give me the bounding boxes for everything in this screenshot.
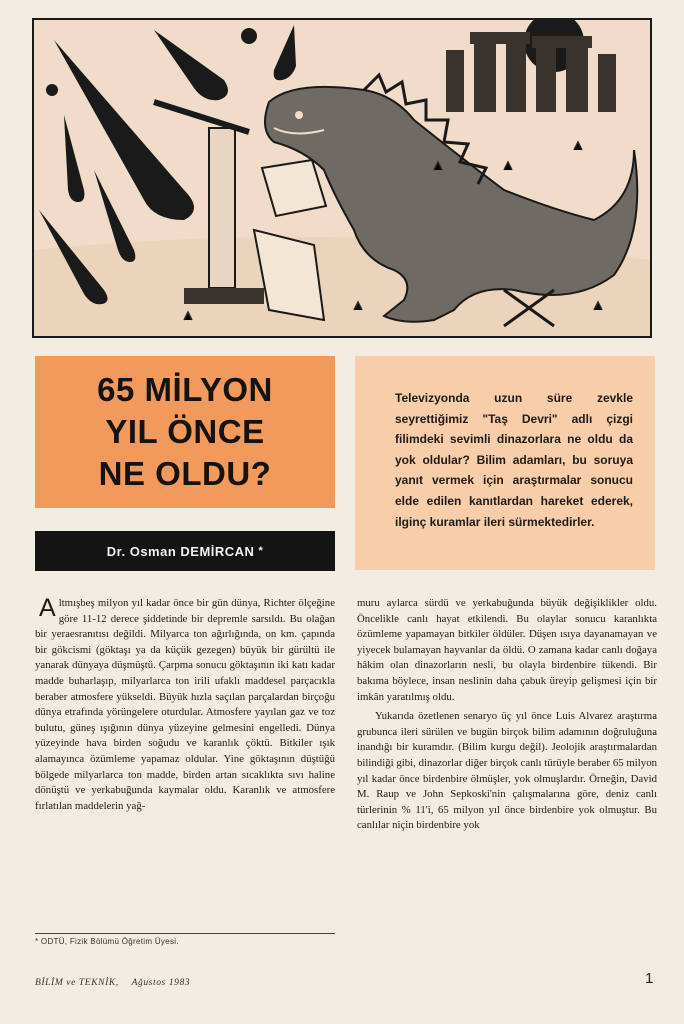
- intro-text: Televizyonda uzun süre zevkle seyrettiğimiz "Taş Devri" adlı çizgi filimdeki sevimli dinazorlara ne oldu da yok oldular? Bilim adamları, bu soruya yanıt vermek için araştırmalar sonucu elde edilen kanıtlardan hareket ederek, ilginç kuramlar ileri sürmektedirler.: [395, 391, 633, 529]
- author-footnote-mark: *: [258, 545, 264, 557]
- right-column-paragraph-2: Yukarıda özetlenen senaryo üç yıl önce Luis Alvarez araştırma grubunca ileri sürülen ve bugün birçok bilim adamının doğruluğuna inandığı bir kuramdır. (Bilim kurgu değil). Jeolojik araştırmalardan bilindiği gibi, dinazorlar diğer birçok canlı türüyle beraber 65 milyon yıl kadar önce birdenbire ölmüşler, yok olmuşlardır. Örneğin, David M. Raup ve John Sepkoski'nin çalışmalarına göre, deniz canlı türlerinin % 11'i, 65 milyon yıl önce birdenbire yok olmuştur. Bu canlılar niçin birdenbire yok: [357, 710, 657, 832]
- intro-box: [355, 356, 655, 570]
- left-column: [35, 596, 335, 814]
- footnote: * ODTÜ, Fizik Bölümü Öğretim Üyesi.: [35, 933, 335, 946]
- left-column-paragraph: [35, 596, 335, 814]
- article-title-box: [35, 356, 335, 508]
- page-number: 1: [645, 970, 654, 987]
- article-title-line-1: 65 MİLYON: [97, 371, 273, 408]
- drop-cap: A: [39, 594, 56, 622]
- right-column: [357, 596, 657, 834]
- publication-name: BİLİM ve TEKNİK,: [35, 978, 119, 988]
- right-column-paragraph-1: muru aylarca sürdü ve yerkabuğunda büyük değişiklikler oldu. Öncelikle canlı hayat etkilendi. Bu olaylar sonucu karanlıkta özümleme yapamayan bitkiler öldüler. Düşen ısıya dayanamayan ve yiyecek bulamayan hayvanlar da öldü. O zamana kadar canlı doğaya hâkim olan dinazorların nesli, bu olayla birdenbire tükendi. Bir bakıma böylece, insan neslinin daha çabuk üreyip gelişmesi için bir imkân yaratılmış oldu.: [357, 597, 657, 703]
- article-title-line-2: YIL ÖNCE: [105, 413, 265, 450]
- publication-date: Ağustos 1983: [131, 978, 191, 988]
- author-bar: [35, 531, 335, 571]
- dinosaur-meteor-illustration: [32, 18, 652, 338]
- author-name: Dr. Osman DEMİRCAN: [106, 543, 255, 559]
- publication-footer: [35, 978, 200, 988]
- illustration-drawing: [34, 20, 650, 336]
- left-column-text: ltmışbeş milyon yıl kadar önce bir gün dünya, Richter ölçeğine göre 11-12 derece şiddetinde bir depremle sarsıldı. Bu olağan bir yeraesranıtısı değildi. Milyarca ton ağırlığında, on km. çapında bir gökcismi (göktaşı ya da küçük gezegen) büyük bir gürültü ile yanarak dünyaya düşmüştü. Çarpma sonucu göktaşının iki katı kadar madde buharlaşıp, milyarlarca ton irili ufaklı maddesel parçacıkla beraber atmosfere yükseldi. Büyük hızla saçılan parçalardan birçoğu dünya etrafında yörüngelere oturdular. Atmosfere yayılan gaz ve toz bulutu, güneş ışığının dünya yüzeyine gelmesini engelledi. Dünya yüzeyinde hava birden soğudu ve karanlık çöktü. Bitkiler ışık alamayınca özümleme yapamaz oldular. Yine göktaşının düştüğü bölgede milyarlarca ton madde, birden artan sıcaklıkta sıvı haline dönüştü ve yerkabuğunda kaymalar oldu. Karanlık ve atmosfere fırlatılan maddelerin yağ-: [35, 597, 335, 812]
- article-title-line-3: NE OLDU?: [98, 455, 272, 492]
